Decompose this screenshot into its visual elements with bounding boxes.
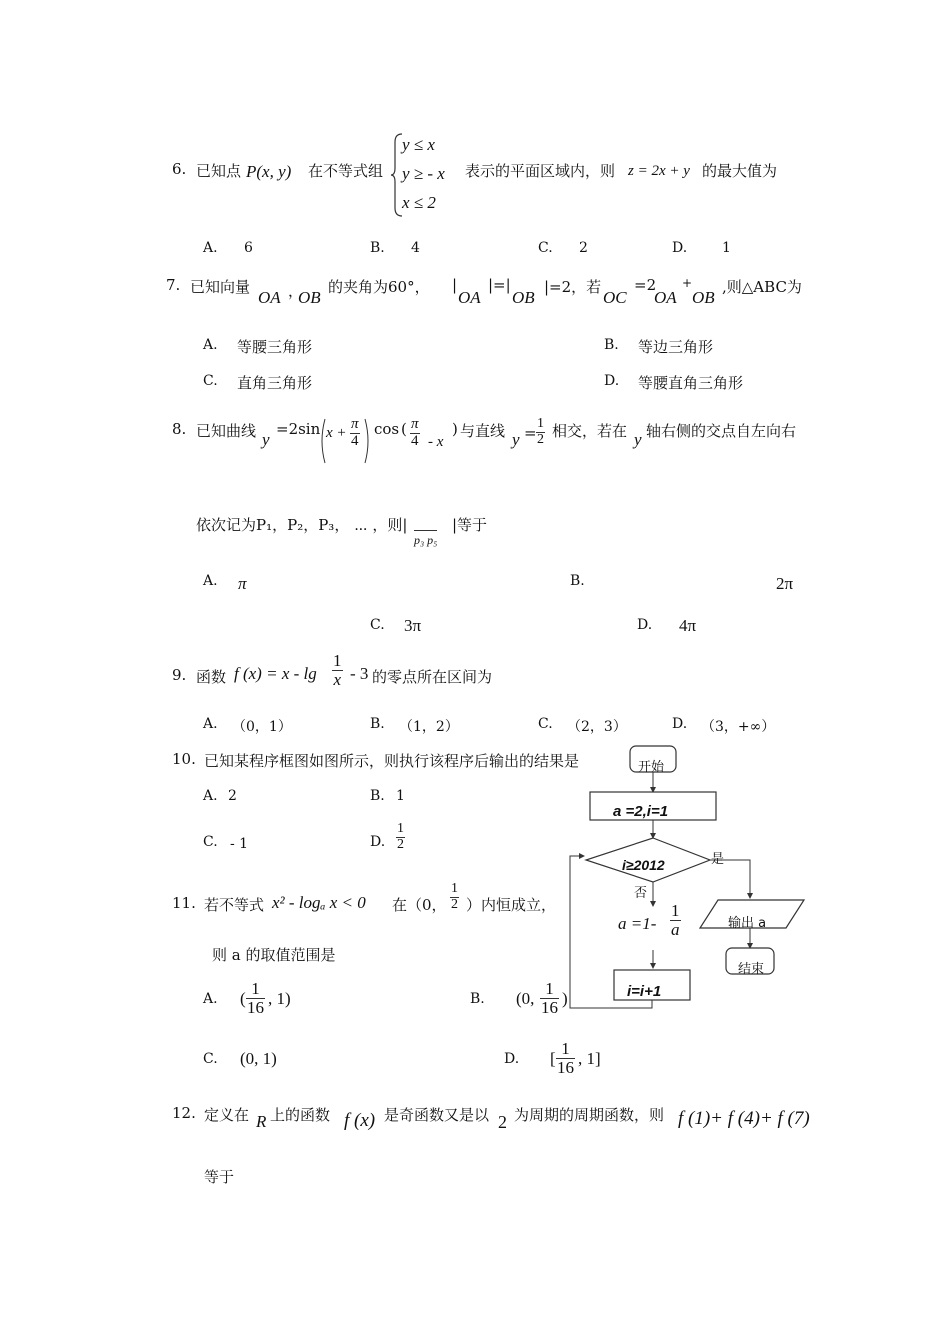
q10-number: 10. [172, 750, 196, 768]
q12-line-2: 等于 [204, 1168, 235, 1186]
q6-option-c-label: C. [538, 240, 553, 256]
q10-option-c-value: - 1 [230, 836, 249, 852]
q7-vec-oc: OC [603, 288, 627, 307]
q10-option-b-value: 1 [396, 788, 405, 804]
q9-number: 9. [172, 666, 187, 684]
q9-option-a-label: A. [203, 716, 218, 732]
flowchart-init-label: a =2,i=1 [613, 803, 669, 820]
q8-eq: = [524, 424, 537, 442]
q7-text-1: 已知向量 [190, 278, 251, 296]
q6-option-d-label: D. [672, 240, 688, 256]
q8-x-plus: x + [326, 425, 347, 441]
q9-option-b-label: B. [370, 716, 385, 732]
q8-number: 8. [172, 420, 187, 438]
q11-text-2: 在（0， [392, 896, 447, 914]
q7-option-b-value: 等边三角形 [638, 338, 714, 356]
q12-text-3: 是奇函数又是以 [384, 1106, 490, 1124]
q10-option-a-label: A. [203, 788, 218, 804]
q8-option-b-label: B. [570, 573, 585, 589]
q7-text-5: ,则△ABC为 [722, 278, 802, 296]
q10-option-c-label: C. [203, 834, 218, 850]
q8-option-d-label: D. [637, 617, 653, 633]
q11-text-1: 若不等式 [204, 896, 265, 914]
q6-sys-1: y ≤ x [402, 135, 435, 154]
q11-option-a-frac: $\frac{1}{16}$ [247, 979, 264, 1017]
q7-eq: |=| [488, 276, 511, 294]
q7-vec-oa: OA [258, 288, 281, 307]
q8-option-b-value: 2π [776, 574, 794, 593]
flowchart-update-label: a =1- [618, 914, 657, 933]
q8-cos-paren-open: ( [401, 420, 407, 438]
q8-paren-left [318, 418, 326, 464]
flowchart-cond-label: i≥2012 [622, 857, 665, 873]
q6-text-end: 的最大值为 [702, 162, 778, 180]
q6-point: P(x, y) [246, 162, 292, 181]
q12-number: 12. [172, 1104, 196, 1122]
flowchart-end-label: 结束 [738, 962, 765, 977]
q12-r: R [256, 1112, 267, 1131]
q9-fx: f (x) = x - lg [234, 664, 317, 683]
q11-frac-1-2: $\frac{1}{2}$ [451, 881, 458, 912]
q7-plus: + [682, 276, 693, 290]
q7-option-d-label: D. [604, 373, 620, 389]
q7-option-c-label: C. [203, 373, 218, 389]
q9-frac-1-x: $\frac{1}{x}$ [333, 651, 342, 689]
q8-cos-paren-close: ) [452, 420, 458, 438]
flowchart [560, 740, 820, 1020]
q9-option-d-label: D. [672, 716, 688, 732]
q8-text-3: 与直线 [460, 422, 506, 440]
q8-option-c-value: 3π [404, 616, 422, 635]
q11-option-b-frac: $\frac{1}{16}$ [541, 979, 558, 1017]
q11-option-b-label: B. [470, 991, 485, 1007]
q8-frac-pi-4-b: $\frac{\pi}{4}$ [411, 416, 419, 449]
q7-vec-ob-2: OB [512, 288, 535, 307]
q9-option-c-value: （2，3） [567, 719, 627, 735]
q8-vec-p3p5: p₃ p₅ [414, 530, 437, 548]
q6-option-b-label: B. [370, 240, 385, 256]
q10-option-d-frac: $\frac{1}{2}$ [397, 821, 404, 852]
q6-text-post: 表示的平面区域内，则 [465, 162, 616, 180]
q7-option-a-value: 等腰三角形 [237, 338, 313, 356]
q7-vec-oa-3: OA [654, 288, 677, 307]
q12-text-2: 上的函数 [270, 1106, 331, 1124]
flowchart-output-label: 输出 a [728, 916, 767, 931]
q11-option-c-value: (0, 1) [240, 1049, 277, 1068]
q11-option-d-post: , 1] [578, 1049, 601, 1068]
q6-text-mid: 在不等式组 [308, 162, 384, 180]
q8-y-2: y [512, 430, 520, 449]
q6-option-d-value: 1 [722, 240, 731, 256]
q10-option-d-label: D. [370, 834, 386, 850]
q12-text-4: 为周期的周期函数，则 [514, 1106, 665, 1124]
q12-sum: f (1)+ f (4)+ f (7) [678, 1108, 810, 1129]
q9-text-1: 函数 [196, 668, 227, 686]
q11-option-d-pre: [ [550, 1049, 556, 1068]
q7-vec-ob-3: OB [692, 288, 715, 307]
q9-option-b-value: （1，2） [399, 719, 459, 735]
q6-sys-2: y ≥ - x [402, 164, 445, 183]
q8-option-a-value: π [238, 574, 247, 593]
q7-number: 7. [166, 276, 181, 294]
q8-text-7: |等于 [452, 516, 488, 534]
q12-text-1: 定义在 [204, 1106, 250, 1124]
q7-option-d-value: 等腰直角三角形 [638, 374, 744, 392]
q7-option-a-label: A. [203, 337, 218, 353]
q7-vec-oa-2: OA [458, 288, 481, 307]
q11-line-2: 则 a 的取值范围是 [212, 946, 336, 964]
q6-option-c-value: 2 [579, 240, 588, 256]
q10-text: 已知某程序框图如图所示，则执行该程序后输出的结果是 [204, 752, 580, 770]
q9-option-d-value: （3，+∞） [701, 719, 776, 735]
q6-option-b-value: 4 [411, 240, 420, 256]
q7-option-c-value: 直角三角形 [237, 374, 313, 392]
q11-option-d-frac: $\frac{1}{16}$ [557, 1039, 574, 1077]
q8-text-1: 已知曲线 [196, 422, 257, 440]
q11-option-a-label: A. [203, 991, 218, 1007]
q7-option-b-label: B. [604, 337, 619, 353]
flowchart-update-frac: $\frac{1}{a}$ [671, 901, 680, 939]
q12-fx: f (x) [344, 1110, 376, 1131]
q11-option-c-label: C. [203, 1051, 218, 1067]
q8-option-a-label: A. [203, 573, 218, 589]
q8-frac-pi-4: $\frac{\pi}{4}$ [351, 416, 359, 449]
flowchart-increment-label: i=i+1 [627, 983, 662, 1000]
q8-text-4: 相交，若在 [552, 422, 628, 440]
q11-text-3: ）内恒成立， [466, 896, 557, 914]
q12-two: 2 [498, 1112, 507, 1132]
q7-text-4: =2 [634, 276, 657, 294]
q6-sys-3: x ≤ 2 [402, 193, 436, 212]
q9-text-2: 的零点所在区间为 [372, 668, 493, 686]
flowchart-no-label: 否 [634, 886, 648, 901]
flowchart-start-label: 开始 [638, 760, 665, 775]
q11-ineq: x² - logₐ x < 0 [272, 893, 366, 912]
q6-text-pre: 已知点 [196, 162, 242, 180]
q10-option-a-value: 2 [228, 788, 237, 804]
q6-expr: z = 2x + y [628, 163, 690, 179]
q9-minus-3: - 3 [350, 664, 369, 683]
q8-paren-right [364, 418, 372, 464]
q7-text-2: 的夹角为60°， [328, 278, 430, 296]
q8-sin: =2sin [276, 420, 321, 438]
q11-option-a-pre: ( [240, 989, 246, 1008]
q11-number: 11. [172, 894, 196, 912]
q6-option-a-value: 6 [244, 240, 253, 256]
q7-vec-ob: OB [298, 288, 321, 307]
q9-option-c-label: C. [538, 716, 553, 732]
q8-frac-1-2: $\frac{1}{2}$ [537, 416, 544, 447]
q8-y-3: y [634, 430, 642, 449]
q8-minus-x: - x [428, 434, 444, 450]
q8-option-d-value: 4π [679, 616, 697, 635]
q9-option-a-value: （0，1） [232, 719, 292, 735]
q7-text-3: |=2，若 [544, 278, 602, 296]
q10-option-b-label: B. [370, 788, 385, 804]
q11-option-b-pre: (0, [516, 989, 535, 1008]
q8-text-6: 依次记为P₁，P₂，P₃， ⋯ ，则| [196, 516, 408, 534]
q11-option-a-post: , 1) [268, 989, 291, 1008]
q8-y: y [262, 430, 270, 449]
flowchart-yes-label: 是 [711, 852, 725, 867]
q11-option-d-label: D. [504, 1051, 520, 1067]
q8-text-5: 轴右侧的交点自左向右 [646, 422, 797, 440]
q8-cos: cos [374, 420, 400, 438]
q8-option-c-label: C. [370, 617, 385, 633]
q6-option-a-label: A. [203, 240, 218, 256]
q7-bar: | [452, 276, 458, 294]
q11-option-b-post: ) [562, 989, 568, 1008]
q7-comma: ， [288, 282, 304, 300]
q6-number: 6. [172, 160, 187, 178]
